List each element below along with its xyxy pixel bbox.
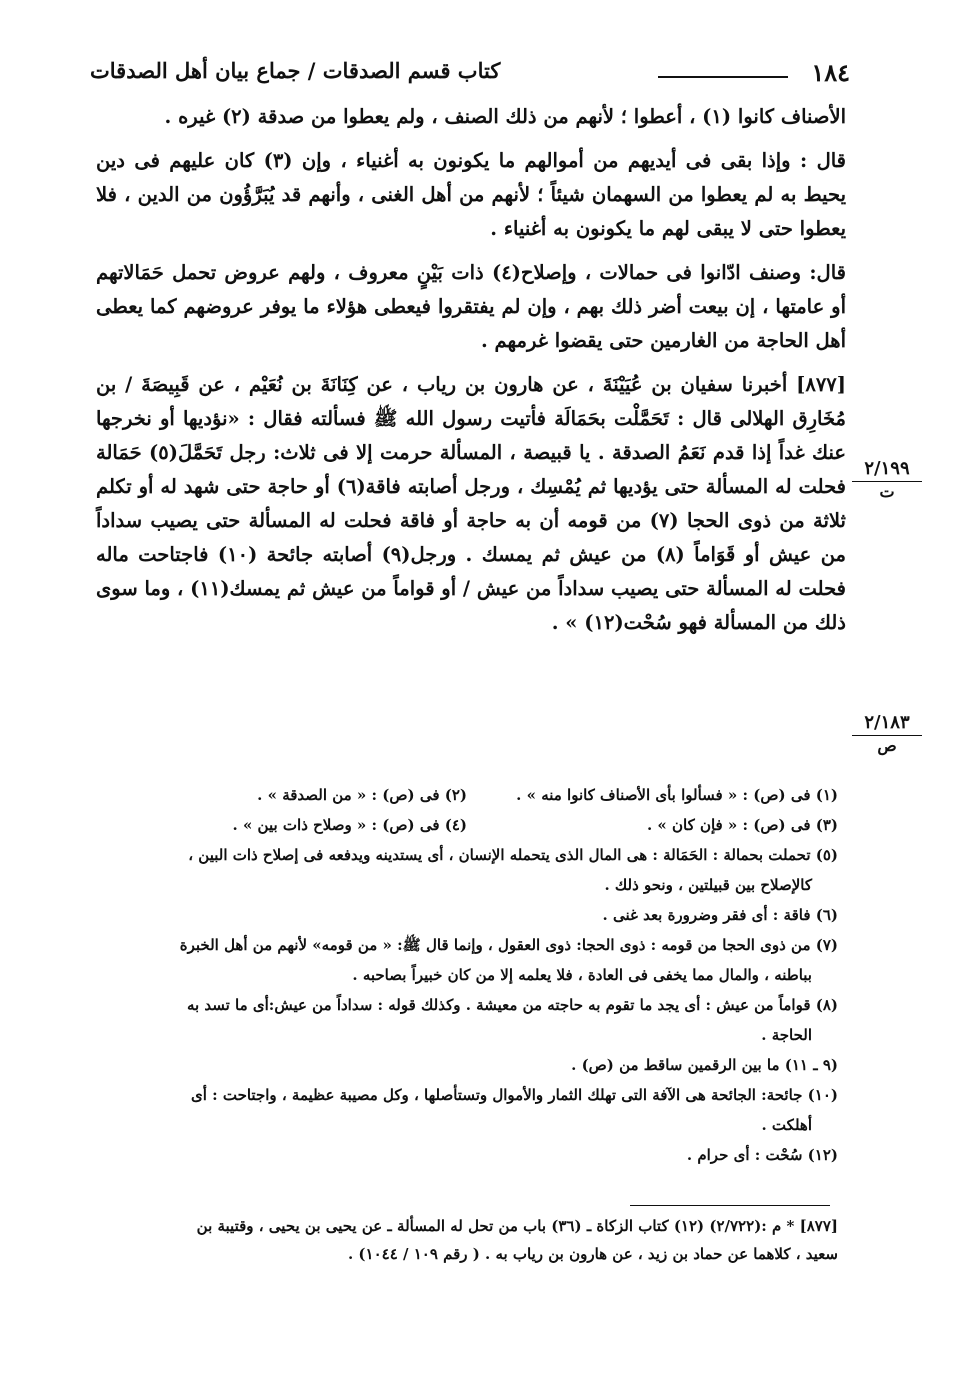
margin-ref-2	[852, 712, 922, 755]
paragraph-2-text: : وإذا بقى فى أيديهم من أموالهم ما يكونون به أغنياء ، وإن (٣) كان عليهم فى دين يحيط به لم يعطوا من السهمان شيئاً ؛ لأنهم من أهل الغنى ، وأنهم قد يُبَرَّؤُون من الدين ، فلا يعطوا حتى لا يبقى لهم ما يكونون به أغنياء .	[96, 149, 847, 240]
hadith-877	[96, 368, 846, 640]
footnote-7-cont: بباطنه ، والمال مما يخفى فى العادة ، فلا يعلمه إلا من كان خبيراً بصاحبه .	[352, 966, 812, 984]
footnote-12: (١٢) سُحْت : أى حرام .	[686, 1146, 838, 1164]
source-reference	[96, 1212, 838, 1268]
footnote-1: (١) فى (ص) : « فسألوا بأى الأصناف كانوا منه » .	[516, 786, 838, 804]
source-line-1: [٨٧٧] * م :(٢/٧٢٢) (١٢) كتاب الزكاة ـ (٣٦) باب من تحل له المسألة ـ عن يحيى بن يحيى ، وقتيبة بن	[196, 1217, 838, 1235]
main-text	[96, 100, 846, 650]
paragraph-3	[96, 256, 846, 358]
margin-ref-2-number: ٢/١٨٣	[852, 712, 922, 736]
footnote-10: (١٠) جائحة: الجائحة هى الآفة التى تهلك الثمار والأموال وتستأصلها ، وكل مصيبة عظيمة ، واجتاحت : أى	[190, 1086, 838, 1104]
footnote-2: (٢) فى (ص) : « من الصدقة » .	[257, 786, 467, 804]
source-line-2: سعيد ، كلاهما عن حماد بن زيد ، عن هارون بن رياب به . ( رقم ١٠٩ / ١٠٤٤) .	[347, 1245, 838, 1263]
paragraph-3-text: وصنف ادّانوا فى حمالات ، وإصلاح(٤) ذات بَيْنٍ معروف ، ولهم عروض تحمل حَمَالاتهم أو عامتها ، إن بيعت أضر ذلك بهم ، وإن لم يفتقروا فيعطى هؤلاء ما يوفر عروضهم كما يعطى أهل الحاجة من الغارمين حتى يقضوا غرمهم .	[96, 261, 846, 352]
paragraph-2	[96, 144, 846, 246]
page-header	[90, 52, 850, 92]
footnote-5: (٥) تحملت بحمالة : الحَمَالة : هى المال الذى يتحمله الإنسان ، أى يستدينه ويدفعه فى إصلاح ذات البين ،	[188, 846, 838, 864]
paragraph-2-lead: قال	[816, 149, 846, 172]
footnote-4: (٤) فى (ص) : « وصلاح ذات بين » .	[232, 816, 467, 834]
footnote-6: (٦) فاقة : أى فقر وضرورة بعد غنى .	[602, 906, 838, 924]
page-number: ١٨٤	[811, 58, 850, 87]
hadith-text: أخبرنا سفيان بن عُيَيْنَةَ ، عن هارون بن رياب ، عن كِنَانَةَ بن نُعَيْم ، عن قَبِيصَةَ / بن مُخَارِق الهلالى قال : تَحَمَّلْت بحَمَالَة فأتيت رسول الله ﷺ فسألته فقال : «نؤديها أو نخرجها عنك غداً إذا قدم نَعَمُ الصدقة . يا قبيصة ، المسألة حرمت إلا فى ثلاث: رجل تَحَمَّلَ(٥) حَمَالة فحلت له المسألة حتى يؤديها ثم يُمْسِك ، ورجل أصابته فاقة(٦) أو حاجة حتى شهد له أو تكلم ثلاثة من ذوى الحجا (٧) من قومه أن به حاجة أو فاقة فحلت له المسألة حتى يصيب سداداً من عيش أو قَوَاماً (٨) من عيش ثم يمسك . ورجل(٩) أصابته جائحة (١٠) فاجتاحت ماله فحلت له المسألة حتى يصيب سداداً من عيش / أو قواماً من عيش ثم يمسك(١١) ، وما سوى ذلك من المسألة فهو سُحْت(١٢) » .	[96, 373, 846, 634]
footnote-row	[96, 810, 838, 840]
hadith-number: [٨٧٧]	[796, 373, 847, 396]
source-divider	[630, 1205, 830, 1206]
footnote-3: (٣) فى (ص) : « فإن كان » .	[646, 816, 838, 834]
footnote-5-cont: كالإصلاح بين قبيلتين ، ونحو ذلك .	[604, 876, 812, 894]
footnote-8-cont: الحاجة .	[761, 1026, 812, 1044]
footnote-10-cont: أهلكت .	[761, 1116, 812, 1134]
footnote-8: (٨) قواماً من عيش : أى يجد ما تقوم به حاجته من معيشة . وكذلك قوله : سداداً من عيش:أى ما تسد به	[186, 996, 838, 1014]
footnotes	[96, 780, 838, 1170]
paragraph-1: الأصناف كانوا (١) ، أعطوا ؛ لأنهم من ذلك الصنف ، ولم يعطوا من صدقة (٢) غيره .	[164, 105, 846, 128]
footnote-9-11: (٩ ـ ١١) ما بين الرقمين ساقط من (ص) .	[571, 1056, 838, 1074]
margin-ref-1-number: ٢/١٩٩	[852, 458, 922, 482]
paragraph-3-lead: قال:	[809, 261, 846, 284]
running-title: كتاب قسم الصدقات / جماع بيان أهل الصدقات	[90, 58, 501, 83]
margin-ref-1-siglum: ت	[879, 482, 895, 501]
margin-ref-2-siglum: ص	[877, 736, 897, 755]
margin-ref-1	[852, 458, 922, 501]
header-rule	[658, 76, 788, 78]
footnote-7: (٧) من ذوى الحجا من قومه : ذوى الحجا: ذوى العقول ، وإنما قال ﷺ: « من قومه» لأنهم من أهل الخبرة	[179, 936, 838, 954]
footnote-row	[96, 780, 838, 810]
